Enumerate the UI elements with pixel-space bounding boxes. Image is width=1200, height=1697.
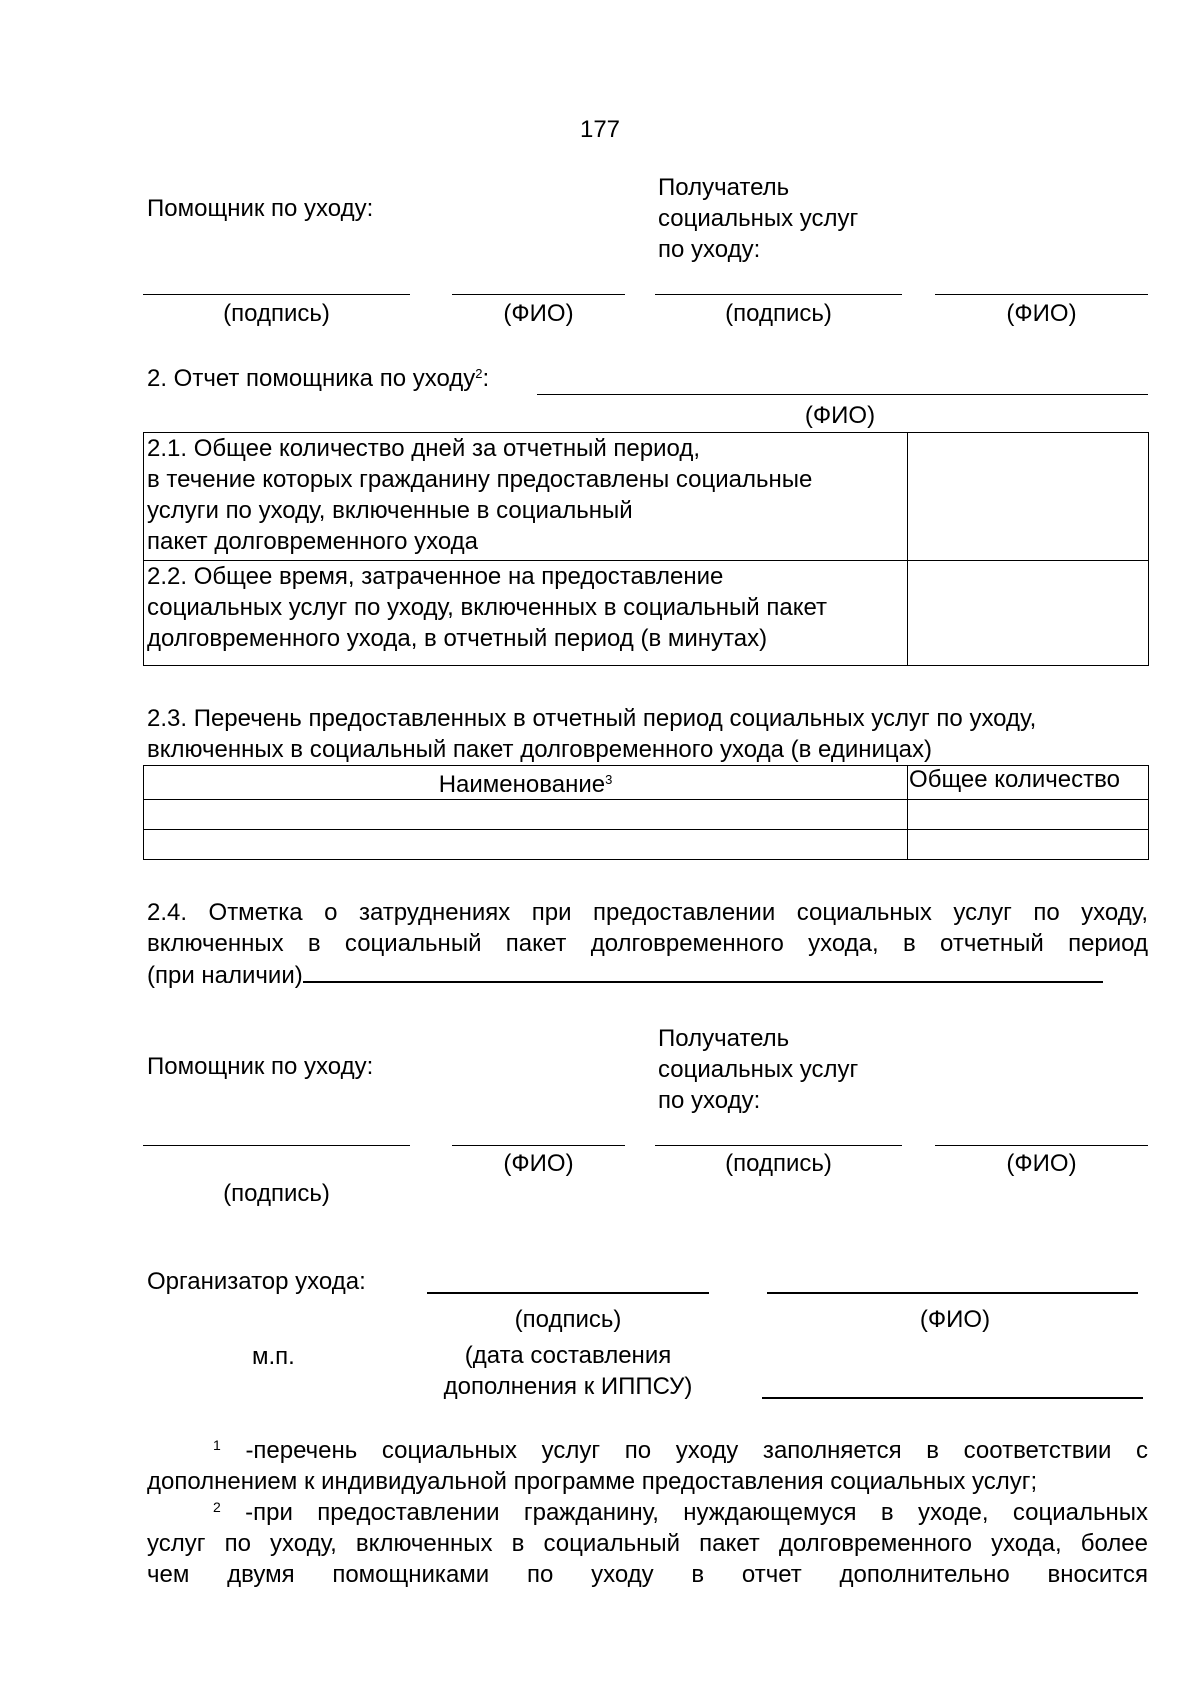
- assistant-fio-caption-1: (ФИО): [503, 300, 574, 327]
- table-header-row: [144, 766, 1149, 800]
- table-row: [144, 433, 1149, 561]
- section2-3-text: 2.3. Перечень предоставленных в отчетный период социальных услуг по уходу, включенных в социальный пакет долговременного ухода (в единицах): [147, 705, 1037, 763]
- date-caption: (дата составления дополнения к ИППСУ): [443, 1342, 693, 1400]
- recipient-label-2: Получатель социальных услуг по уходу:: [658, 1025, 859, 1114]
- section2-4-text: 2.4. Отметка о затруднениях при предоставлении социальных услуг по уходу, включенных в социальный пакет долговременного ухода, в отчетный период (при наличии): [147, 899, 1148, 989]
- organizer-fio-line[interactable]: [767, 1292, 1138, 1294]
- table-row: [144, 830, 1149, 860]
- services-table: [143, 765, 1149, 860]
- assistant-label-2: Помощник по уходу:: [147, 1053, 374, 1080]
- recipient-signature-caption-2: (подпись): [725, 1150, 832, 1177]
- footnote-ref-2: 2: [475, 366, 483, 381]
- report-summary-table: [143, 432, 1149, 666]
- section2-heading: 2. Отчет помощника по уходу$^2$:: [147, 365, 490, 392]
- section2-fio-caption: (ФИО): [804, 402, 876, 429]
- assistant-fio-caption-2: (ФИО): [503, 1150, 574, 1177]
- table-row: [144, 800, 1149, 830]
- organizer-signature-caption: (подпись): [514, 1306, 622, 1333]
- footnote-marker-1: 1: [213, 1437, 221, 1453]
- assistant-fio-line-1[interactable]: [452, 294, 625, 295]
- assistant-signature-line-2[interactable]: [143, 1145, 410, 1146]
- days-count-cell[interactable]: [908, 433, 1149, 561]
- name-column-header: Наименование$^3$: [144, 766, 908, 800]
- recipient-signature-line-2[interactable]: [655, 1145, 902, 1146]
- organizer-fio-caption: (ФИО): [919, 1306, 991, 1333]
- recipient-signature-line-1[interactable]: [655, 294, 902, 295]
- footnote-marker-2: 2: [213, 1499, 221, 1515]
- assistant-label-1: Помощник по уходу:: [147, 195, 374, 222]
- assistant-signature-line-1[interactable]: [143, 294, 410, 295]
- organizer-label: Организатор ухода:: [147, 1268, 366, 1295]
- recipient-fio-line-2[interactable]: [935, 1145, 1148, 1146]
- service-name-cell[interactable]: [144, 800, 908, 830]
- assistant-fio-line-section2[interactable]: [537, 394, 1148, 395]
- footnote-2: $^2$ -при предоставлении гражданину, нуждающемуся в уходе, социальных услуг по уходу, включенных в социальный пакет долговременного ухода, более чем двумя помощниками по уходу в отчет дополнительно вносится: [147, 1499, 1149, 1588]
- time-spent-cell[interactable]: [908, 561, 1149, 666]
- assistant-signature-caption-1: (подпись): [223, 300, 330, 327]
- recipient-fio-line-1[interactable]: [935, 294, 1148, 295]
- footnote-ref-3: 3: [605, 772, 613, 787]
- difficulties-input-line[interactable]: [303, 959, 1103, 983]
- page-number: 177: [579, 116, 621, 143]
- service-name-cell[interactable]: [144, 830, 908, 860]
- recipient-signature-caption-1: (подпись): [725, 300, 832, 327]
- date-line[interactable]: [762, 1397, 1143, 1399]
- stamp-placeholder: м.п.: [252, 1343, 295, 1370]
- recipient-label-1: Получатель социальных услуг по уходу:: [658, 174, 859, 263]
- recipient-fio-caption-1: (ФИО): [1006, 300, 1077, 327]
- service-quantity-cell[interactable]: [908, 800, 1149, 830]
- table-row: [144, 561, 1149, 666]
- organizer-signature-line[interactable]: [427, 1292, 709, 1294]
- days-count-label: 2.1. Общее количество дней за отчетный период, в течение которых гражданину предоставлены социальные услуги по уходу, включенные в социальный пакет долговременного ухода: [144, 433, 908, 561]
- recipient-fio-caption-2: (ФИО): [1006, 1150, 1077, 1177]
- footnote-1: $^1$ -перечень социальных услуг по уходу заполняется в соответствии с дополнением к индивидуальной программе предоставления социальных услуг;: [147, 1437, 1149, 1495]
- service-quantity-cell[interactable]: [908, 830, 1149, 860]
- quantity-column-header: Общее количество: [908, 766, 1149, 800]
- assistant-signature-caption-2: (подпись): [223, 1180, 330, 1207]
- time-spent-label: 2.2. Общее время, затраченное на предоставление социальных услуг по уходу, включенных в социальный пакет долговременного ухода, в отчетный период (в минутах): [144, 561, 908, 666]
- assistant-fio-line-2[interactable]: [452, 1145, 625, 1146]
